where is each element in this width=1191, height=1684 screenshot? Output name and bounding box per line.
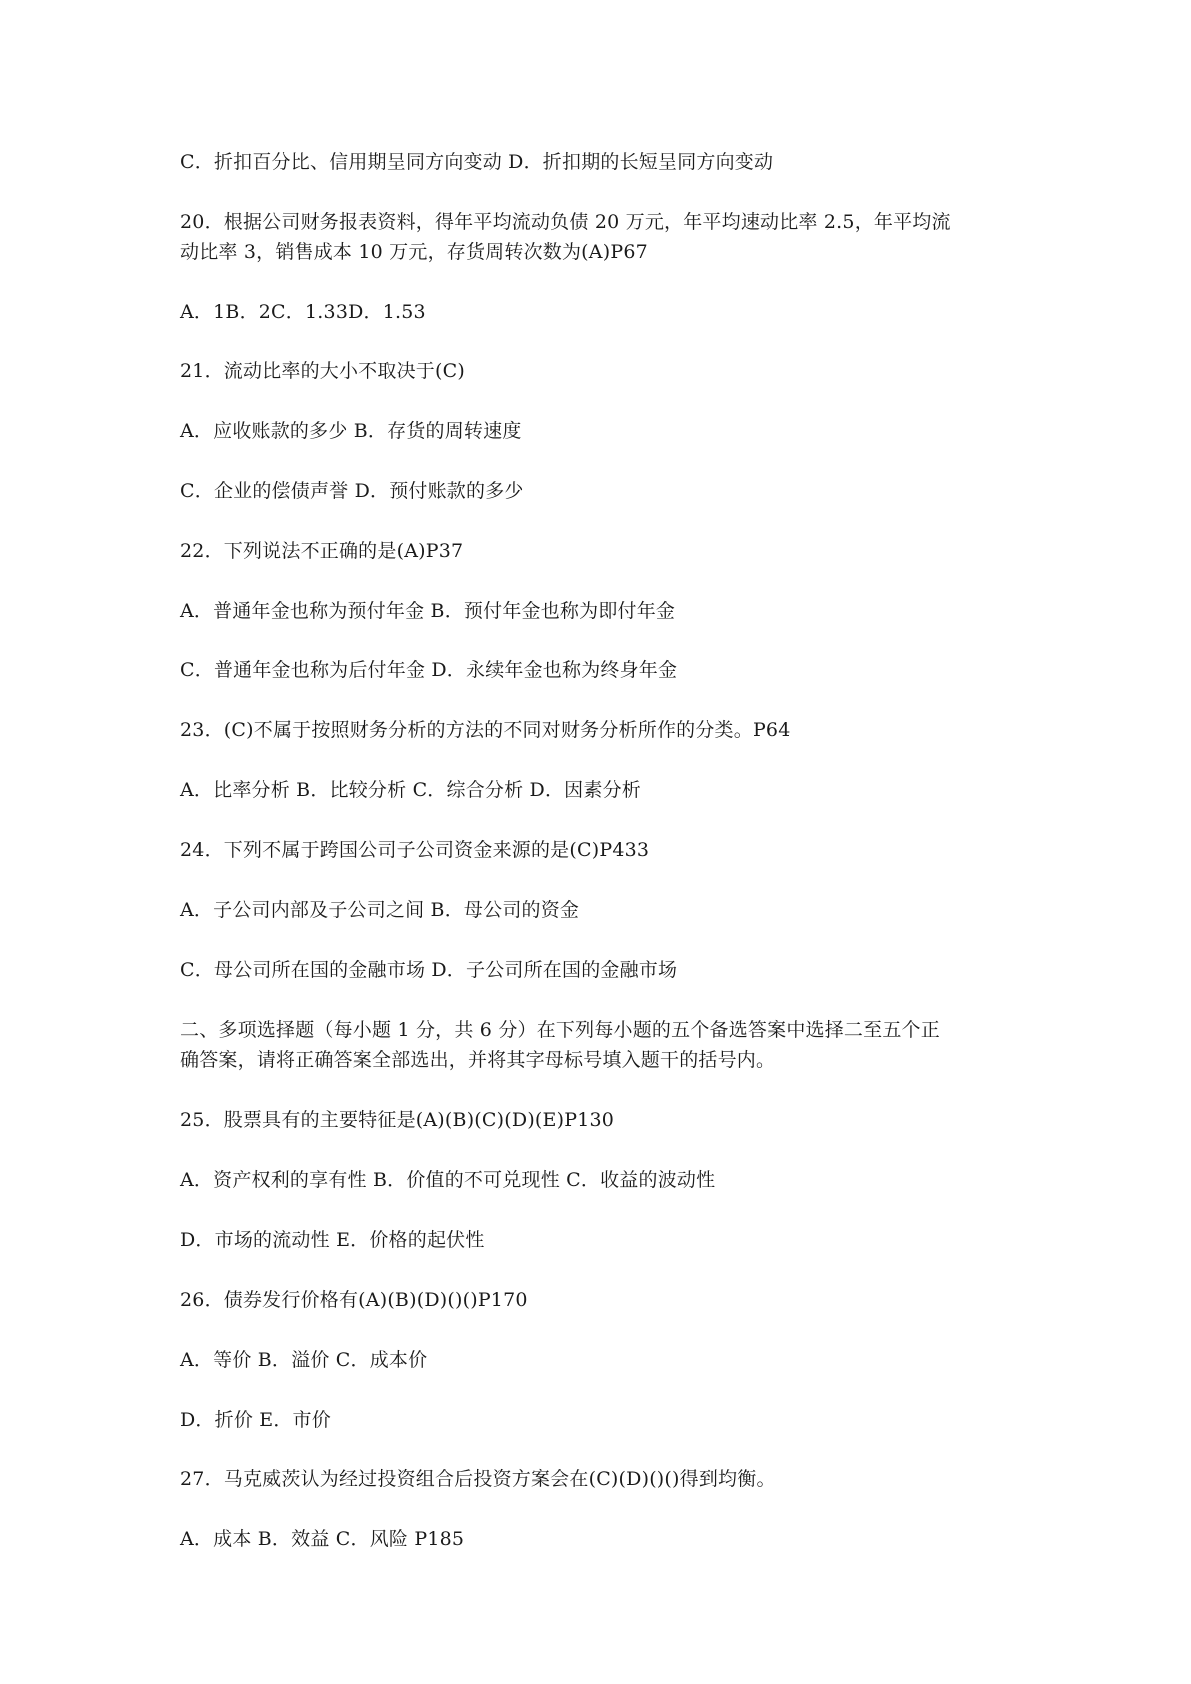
question-22: 22．下列说法不正确的是(A)P37 [180, 540, 464, 562]
option-line: D．折价 E．市价 [180, 1409, 331, 1431]
option-line: A．资产权利的享有性 B．价值的不可兑现性 C．收益的波动性 [180, 1169, 716, 1191]
option-line: A．成本 B．效益 C．风险 P185 [180, 1528, 465, 1550]
option-line: A．子公司内部及子公司之间 B．母公司的资金 [180, 899, 580, 921]
question-27: 27．马克威茨认为经过投资组合后投资方案会在(C)(D)()()得到均衡。 [180, 1468, 776, 1490]
question-26: 26．债券发行价格有(A)(B)(D)()()P170 [180, 1289, 528, 1311]
option-line: D．市场的流动性 E．价格的起伏性 [180, 1229, 485, 1251]
question-25: 25．股票具有的主要特征是(A)(B)(C)(D)(E)P130 [180, 1109, 615, 1131]
question-24: 24．下列不属于跨国公司子公司资金来源的是(C)P433 [180, 839, 650, 861]
option-line: A．比率分析 B．比较分析 C．综合分析 D．因素分析 [180, 779, 641, 801]
section-heading-line-2: 确答案，请将正确答案全部选出，并将其字母标号填入题干的括号内。 [180, 1049, 776, 1071]
option-line: C．折扣百分比、信用期呈同方向变动 D．折扣期的长短呈同方向变动 [180, 151, 774, 173]
option-line: C．母公司所在国的金融市场 D．子公司所在国的金融市场 [180, 959, 678, 981]
question-20-line-1: 20．根据公司财务报表资料，得年平均流动负债 20 万元，年平均速动比率 2.5，年平均流 [180, 211, 951, 233]
option-line: A．应收账款的多少 B．存货的周转速度 [180, 420, 522, 442]
section-heading-line-1: 二、多项选择题（每小题 1 分，共 6 分）在下列每小题的五个备选答案中选择二至五个正 [180, 1019, 940, 1041]
question-23: 23．(C)不属于按照财务分析的方法的不同对财务分析所作的分类。P64 [180, 719, 791, 741]
option-line: A．普通年金也称为预付年金 B．预付年金也称为即付年金 [180, 600, 676, 622]
question-20-line-2: 动比率 3，销售成本 10 万元，存货周转次数为(A)P67 [180, 241, 648, 263]
option-line: C．普通年金也称为后付年金 D．永续年金也称为终身年金 [180, 659, 678, 681]
question-21: 21．流动比率的大小不取决于(C) [180, 360, 465, 382]
option-line: A．1B．2C．1.33D．1.53 [180, 301, 426, 323]
option-line: A．等价 B．溢价 C．成本价 [180, 1349, 428, 1371]
option-line: C．企业的偿债声誉 D．预付账款的多少 [180, 480, 524, 502]
